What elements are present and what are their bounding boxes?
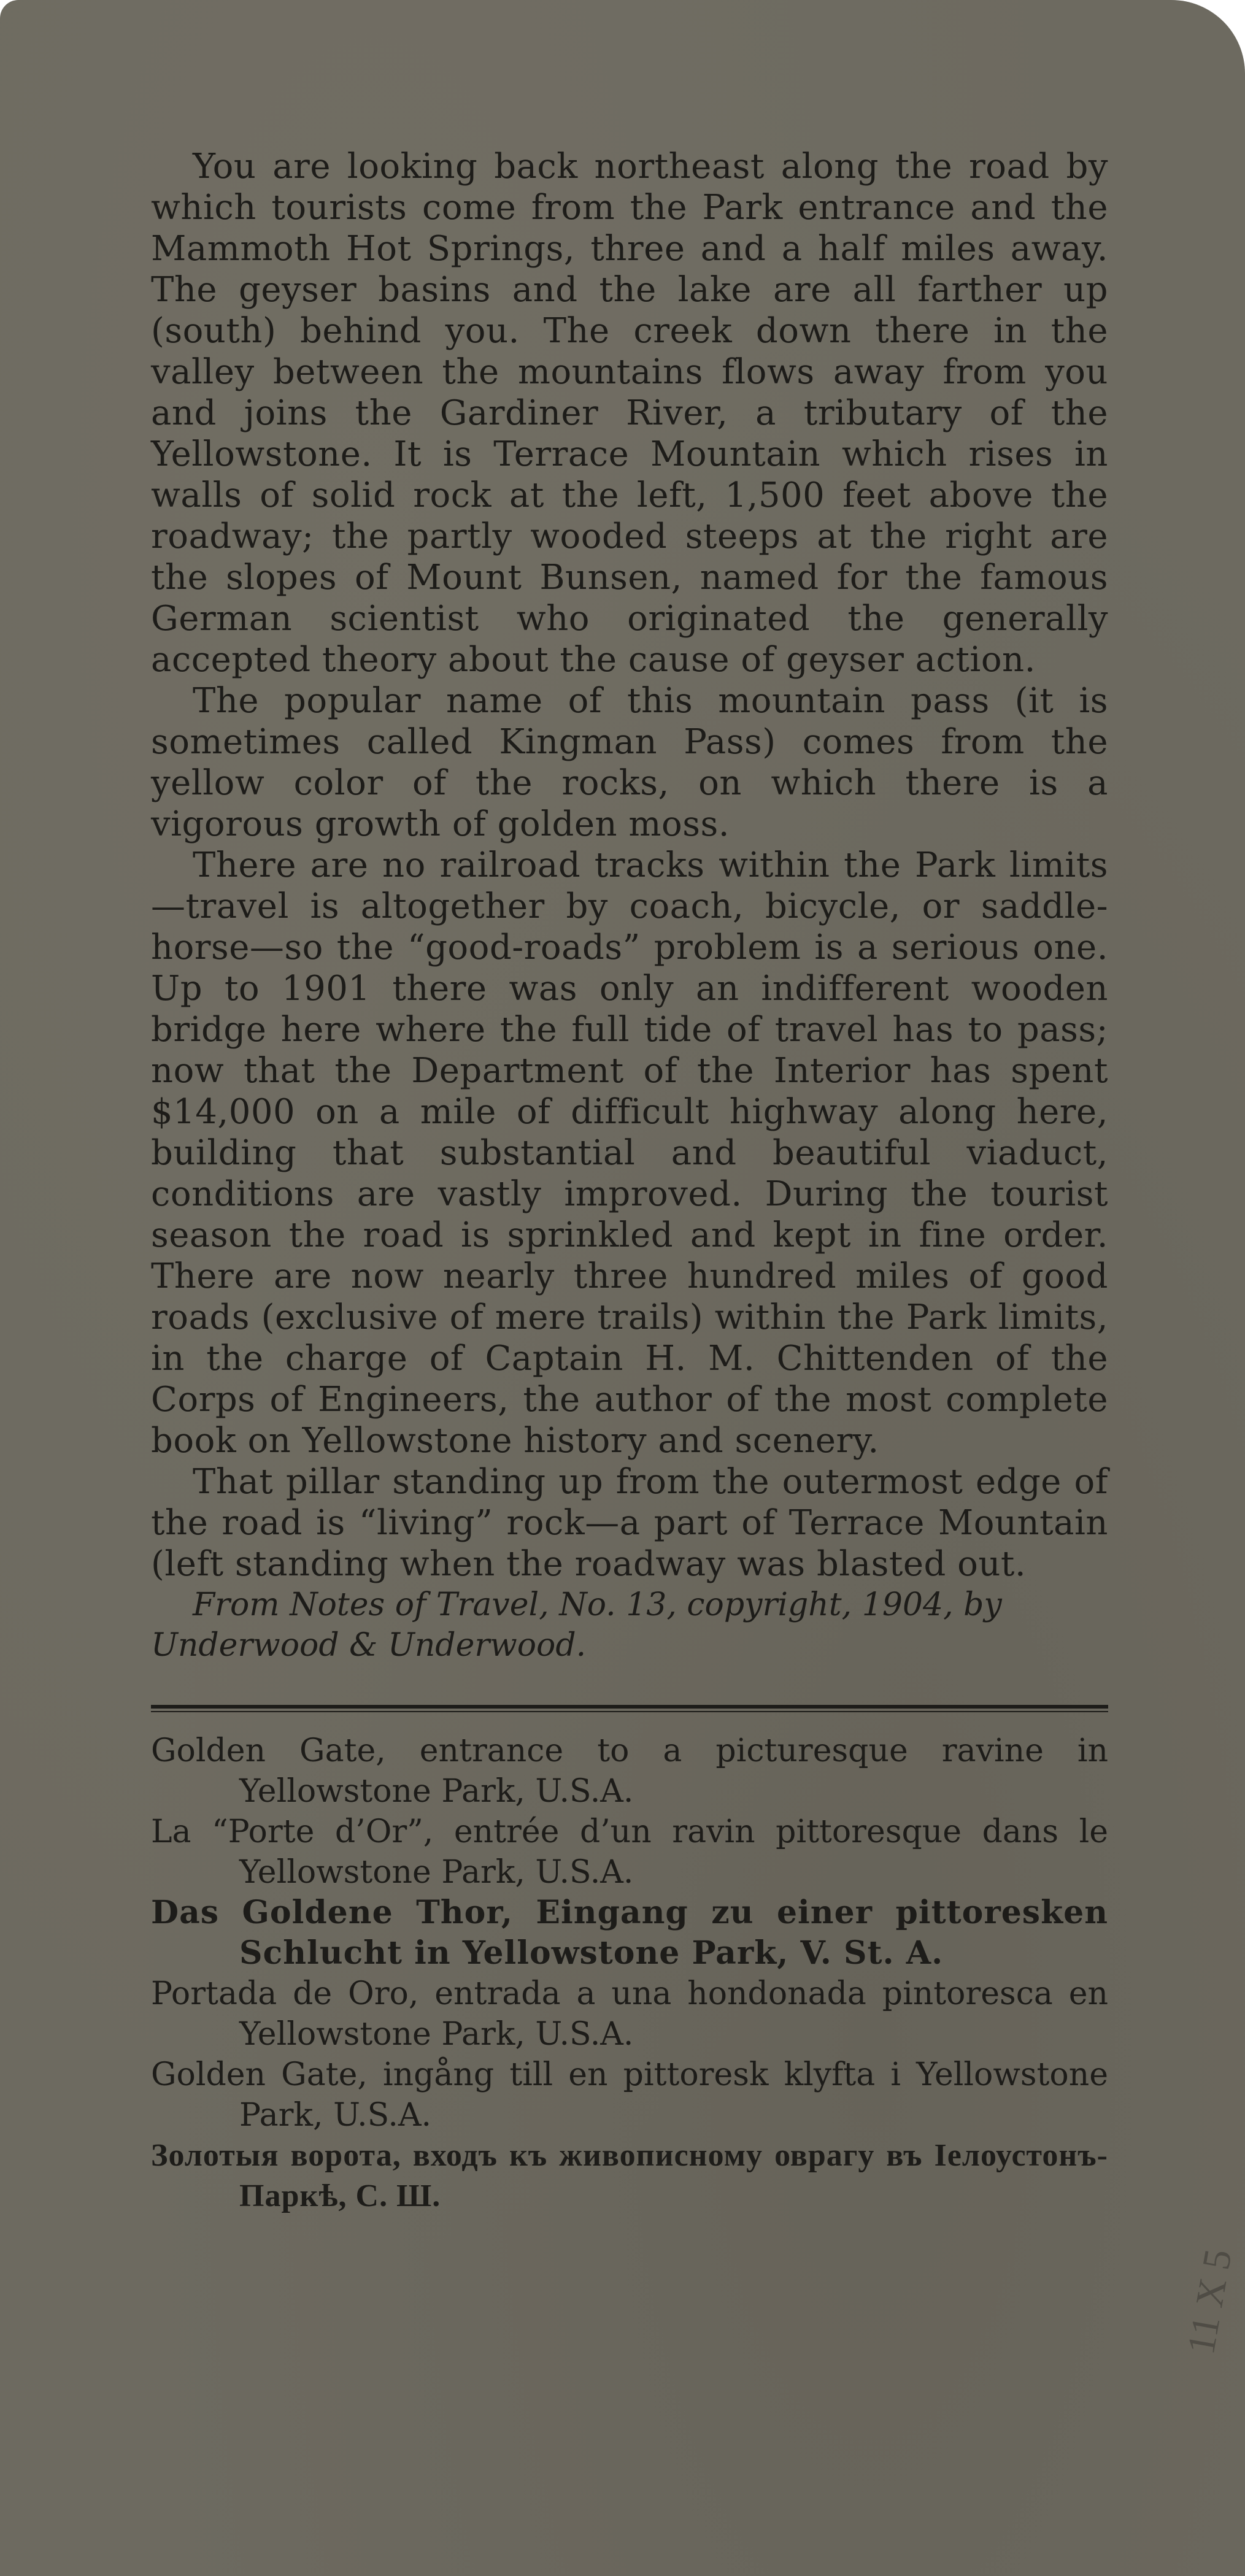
pencil-margin-note: 11 X 5 — [1178, 2245, 1240, 2358]
paragraph-3: There are no railroad tracks within the Park limits—travel is altogether by coach, bicycle, or saddle-horse—so the “good-roads” problem is a serious one. Up to 1901 there was only an indifferent wooden bridge here where the full tide of travel has to pass; now that the Department of the Interior has spent $14,000 on a mile of difficult highway along here, building that substantial and beautiful viaduct, conditions are vastly improved. During the tourist season the road is sprinkled and kept in fine order. There are now nearly three hundred miles of good roads (exclusive of mere trails) within the Park limits, in the charge of Captain H. M. Chittenden of the Corps of Engineers, the author of the most complete book on Yellowstone history and scenery. — [151, 845, 1108, 1461]
caption-swedish: Golden Gate, ingång till en pittoresk klyfta i Yellowstone Park, U.S.A. — [151, 2056, 1108, 2134]
caption-spanish: Portada de Oro, entrada a una hondonada pintoresca en Yellowstone Park, U.S.A. — [151, 1975, 1108, 2053]
card-text-block — [151, 146, 1108, 2217]
caption-russian: Золотыя ворота, входъ къ живописному оврагу въ Іелоустонъ-Паркѣ, С. Ш. — [151, 2138, 1108, 2213]
copyright-credit: From Notes of Travel, No. 13, copyright, 1904, by Underwood & Underwood. — [151, 1586, 1002, 1664]
divider-rule — [151, 1705, 1108, 1712]
caption-english: Golden Gate, entrance to a picturesque ravine in Yellowstone Park, U.S.A. — [151, 1732, 1108, 1810]
caption-german: Das Goldene Thor, Eingang zu einer pittoresken Schlucht in Yellowstone Park, V. St. A. — [151, 1894, 1108, 1972]
caption-french: La “Porte d’Or”, entrée d’un ravin pittoresque dans le Yellowstone Park, U.S.A. — [151, 1813, 1108, 1891]
paragraph-4: That pillar standing up from the outermost edge of the road is “living” rock—a part of Terrace Mountain (left standing when the roadway was blasted out. — [151, 1462, 1108, 1584]
paragraph-1: You are looking back northeast along the road by which tourists come from the Park entrance and the Mammoth Hot Springs, three and a half miles away. The geyser basins and the lake are all farther up (south) behind you. The creek down there in the valley between the mountains flows away from you and joins the Gardiner River, a tributary of the Yellowstone. It is Terrace Mountain which rises in walls of solid rock at the left, 1,500 feet above the roadway; the partly wooded steeps at the right are the slopes of Mount Bunsen, named for the famous German scientist who originated the generally accepted theory about the cause of geyser action. — [151, 147, 1108, 680]
paragraph-2: The popular name of this mountain pass (it is sometimes called Kingman Pass) comes from the yellow color of the rocks, on which there is a vigorous growth of golden moss. — [151, 681, 1108, 844]
